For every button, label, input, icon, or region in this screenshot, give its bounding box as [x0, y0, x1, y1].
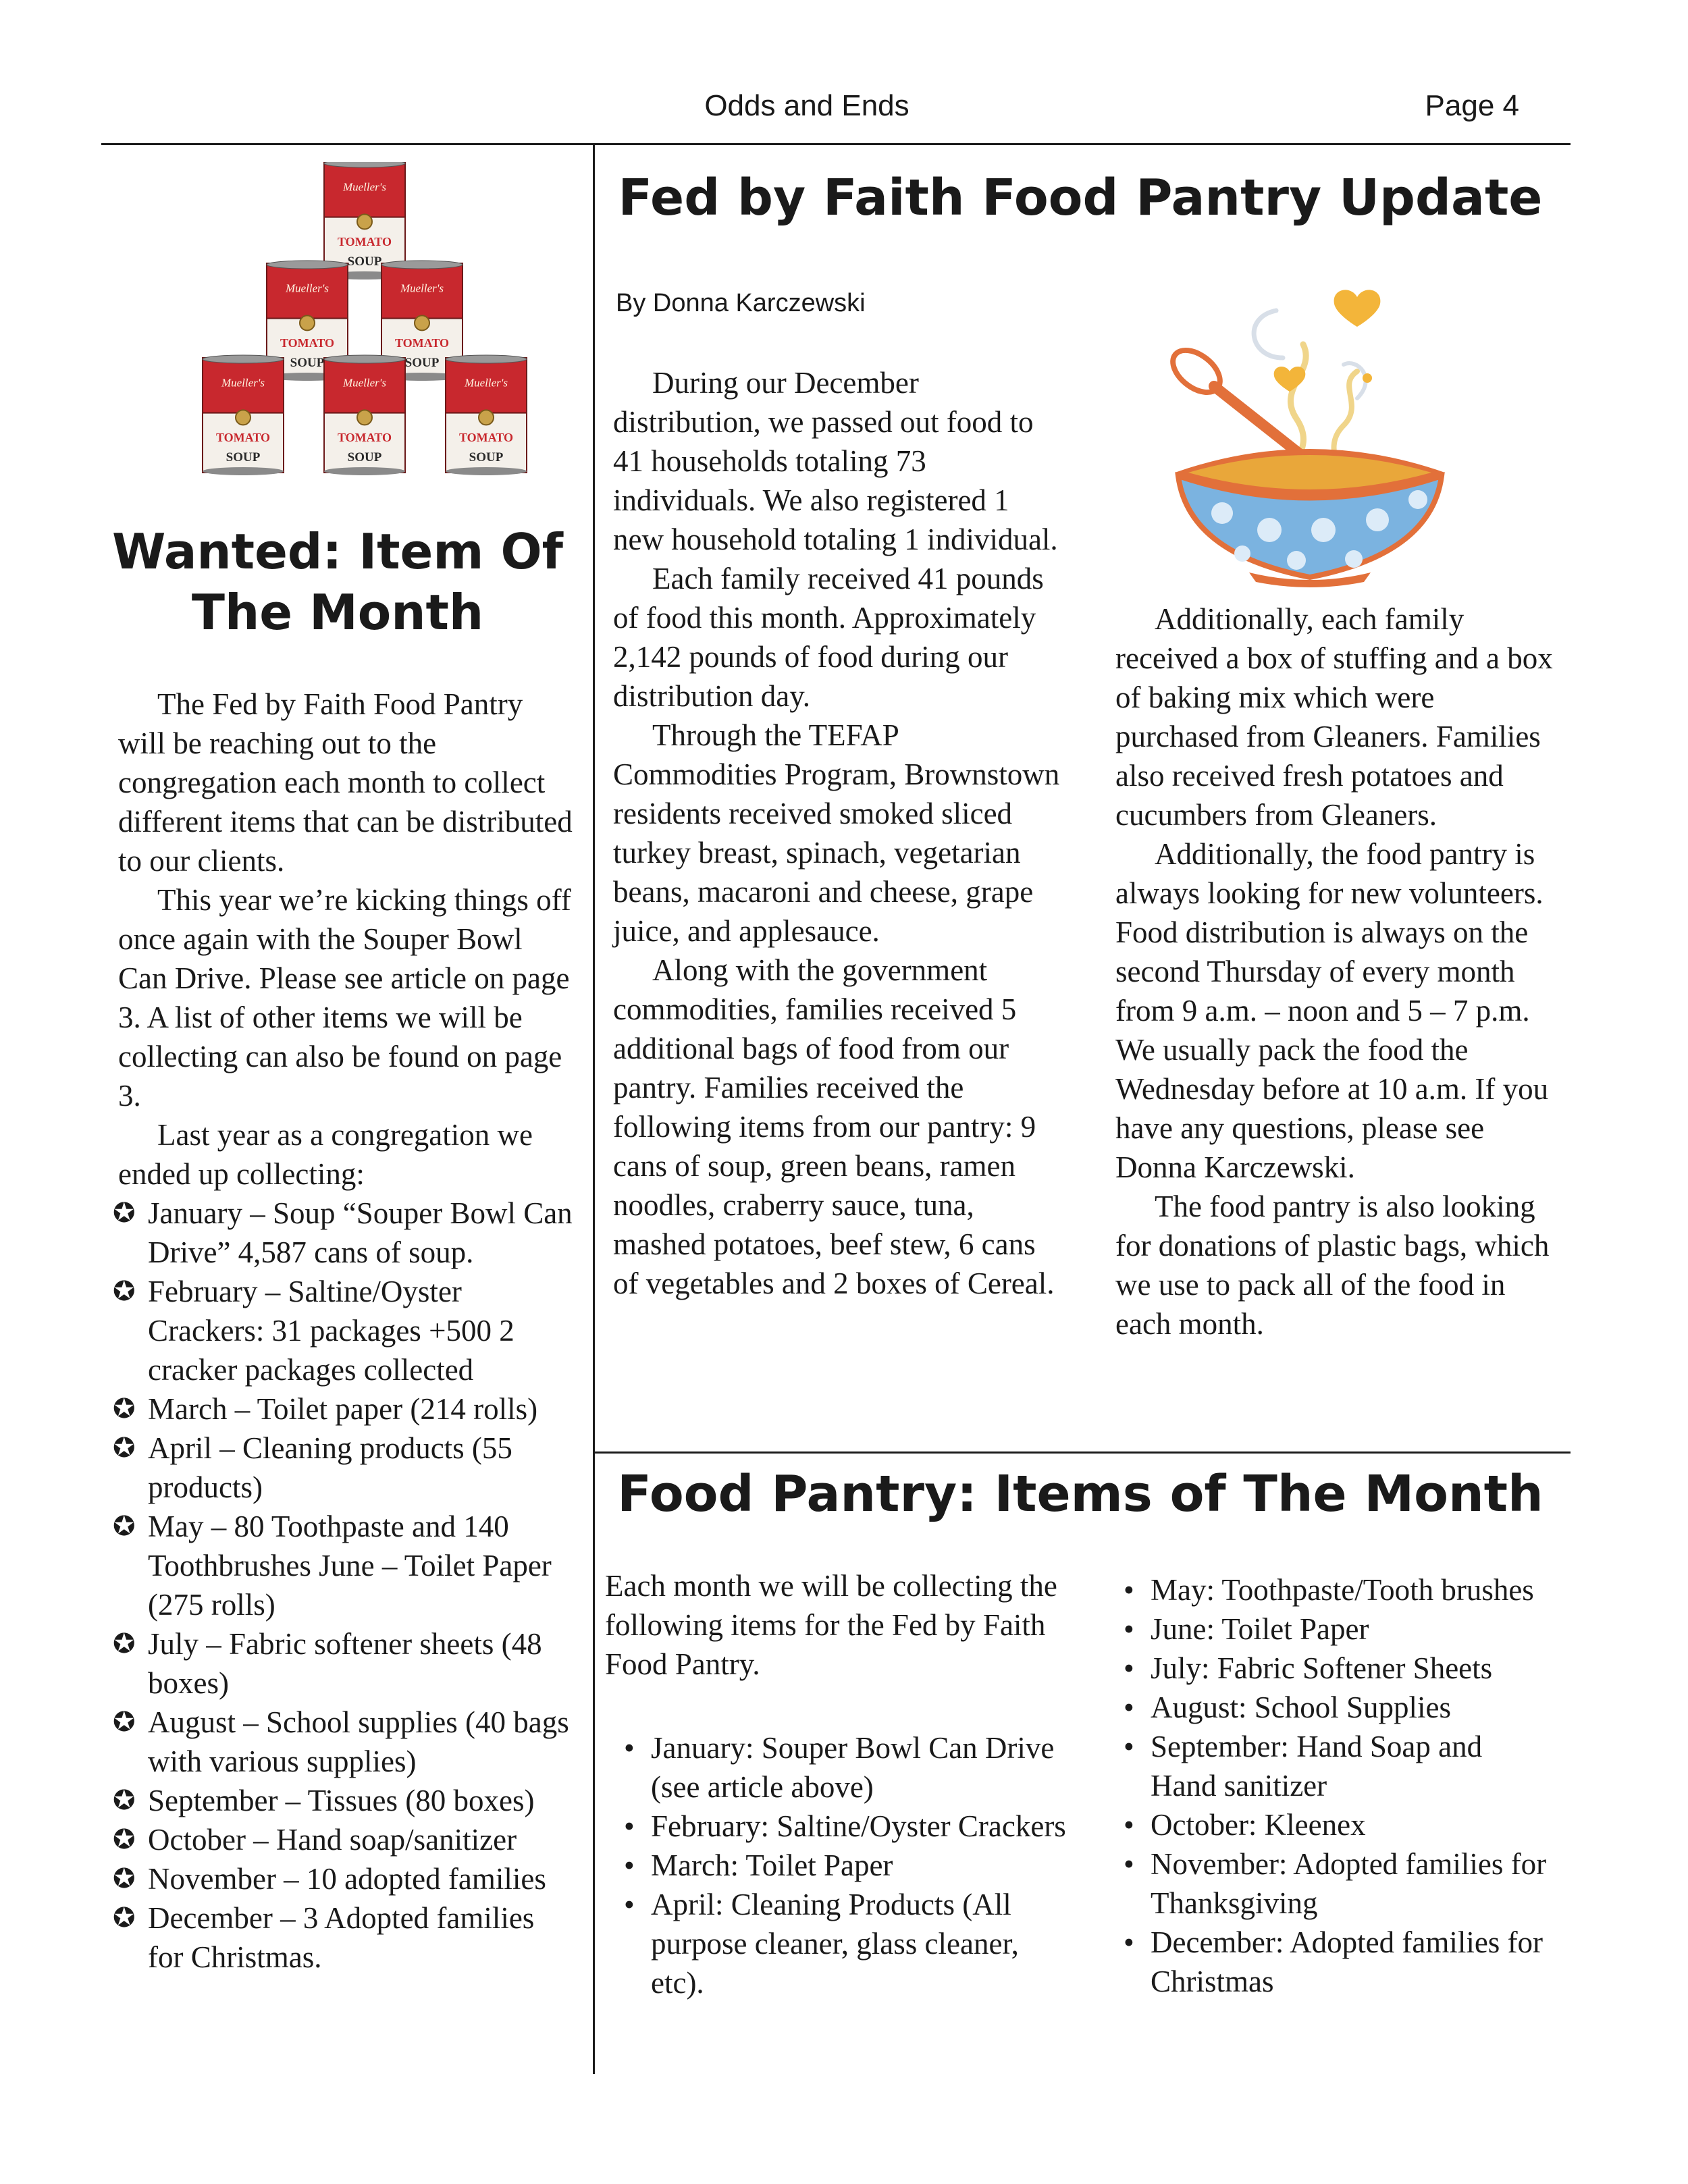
wanted-paragraph: This year we’re kicking things off once again with the Souper Bowl Can Drive. Please see article on page 3. A list of other items we will be collecting can also be found on page 3.	[118, 883, 571, 1113]
bullet-dot-icon: •	[624, 1731, 635, 1765]
svg-text:Mueller's: Mueller's	[464, 376, 508, 390]
soup-bowl-illustration	[1161, 270, 1458, 587]
bowl-polka-dot	[1408, 490, 1427, 509]
star-bullet-icon: ✪	[113, 1785, 136, 1815]
update-paragraph: Each family received 41 pounds of food this month. Approximately 2,142 pounds of food during our distribution day.	[613, 562, 1044, 713]
list-item: • May: Toothpaste/Tooth brushes	[1105, 1570, 1550, 1609]
svg-text:SOUP: SOUP	[404, 356, 440, 370]
star-bullet-icon: ✪	[113, 1276, 136, 1306]
svg-text:Mueller's: Mueller's	[342, 180, 387, 194]
dot-sparkle	[1363, 373, 1372, 383]
header-rule	[101, 143, 1571, 145]
star-bullet-icon: ✪	[113, 1198, 136, 1228]
bullet-dot-icon: •	[624, 1888, 635, 1921]
bowl-polka-dot	[1257, 518, 1282, 542]
list-item: ✪ January – Soup “Souper Bowl Can Drive” 4,587 cans of soup.	[113, 1194, 577, 1272]
list-item: ✪ May – 80 Toothpaste and 140 Toothbrushes June – Toilet Paper (275 rolls)	[113, 1507, 577, 1624]
heart-icon	[1334, 290, 1381, 327]
star-bullet-icon: ✪	[113, 1902, 136, 1933]
star-bullet-icon: ✪	[113, 1628, 136, 1659]
bowl-polka-dot	[1234, 545, 1250, 562]
bowl-polka-dot	[1287, 551, 1306, 570]
bullet-dot-icon: •	[1124, 1573, 1134, 1607]
star-bullet-icon: ✪	[113, 1393, 136, 1424]
list-item: • June: Toilet Paper	[1105, 1609, 1550, 1649]
list-item: ✪ September – Tissues (80 boxes)	[113, 1781, 577, 1820]
heart-icon	[1274, 367, 1306, 392]
update-paragraph: During our December distribution, we passed out food to 41 households totaling 73 individuals. We also registered 1 new household totaling 1 individual.	[613, 366, 1058, 556]
wanted-headline-line2: The Month	[191, 584, 484, 641]
list-item: • February: Saltine/Oyster Crackers	[605, 1807, 1071, 1846]
running-header-title: Odds and Ends	[704, 89, 909, 122]
list-item: • October: Kleenex	[1105, 1805, 1550, 1844]
svg-text:TOMATO: TOMATO	[394, 336, 450, 350]
items-intro: Each month we will be collecting the following items for the Fed by Faith Food Pantry.	[605, 1569, 1057, 1681]
list-item: ✪ March – Toilet paper (214 rolls)	[113, 1389, 577, 1429]
list-item: • April: Cleaning Products (All purpose cleaner, glass cleaner, etc).	[605, 1885, 1071, 2002]
list-item: • December: Adopted families for Christmas	[1105, 1923, 1550, 2001]
update-article-column-2	[1115, 600, 1554, 1343]
bullet-dot-icon: •	[1124, 1612, 1134, 1646]
list-item: • August: School Supplies	[1105, 1688, 1550, 1727]
bowl-polka-dot	[1311, 518, 1336, 542]
soup-bowl-image	[1161, 270, 1458, 587]
list-item: ✪ February – Saltine/Oyster Crackers: 31 packages +500 2 cracker packages collected	[113, 1272, 577, 1389]
list-item: ✪ December – 3 Adopted families for Christmas.	[113, 1898, 577, 1977]
bowl-polka-dot	[1211, 502, 1233, 524]
bullet-dot-icon: •	[1124, 1730, 1134, 1763]
tomato-soup-cans-illustration	[196, 162, 533, 479]
items-of-month-headline: Food Pantry: Items of The Month	[617, 1465, 1544, 1523]
steam-swirl	[1254, 311, 1283, 358]
wanted-paragraph: Last year as a congregation we ended up collecting:	[118, 1118, 533, 1191]
update-paragraph: Through the TEFAP Commodities Program, Brownstown residents received smoked sliced turkey breast, spinach, vegetarian beans, macaroni and cheese, grape juice, and applesauce.	[613, 718, 1060, 948]
star-bullet-icon: ✪	[113, 1824, 136, 1855]
bullet-dot-icon: •	[1124, 1651, 1134, 1685]
star-bullet-icon: ✪	[113, 1707, 136, 1737]
bullet-dot-icon: •	[1124, 1808, 1134, 1842]
list-item: • July: Fabric Softener Sheets	[1105, 1649, 1550, 1688]
list-item: • November: Adopted families for Thanksgiving	[1105, 1844, 1550, 1923]
page-number: Page 4	[1425, 89, 1519, 122]
soup-can	[203, 355, 284, 475]
bullet-dot-icon: •	[624, 1809, 635, 1843]
list-item: • March: Toilet Paper	[605, 1846, 1071, 1885]
wanted-paragraph: The Fed by Faith Food Pantry will be reaching out to the congregation each month to collect different items that can be distributed to our clients.	[118, 687, 573, 878]
update-paragraph: The food pantry is also looking for donations of plastic bags, which we use to pack all of the food in each month.	[1115, 1190, 1550, 1341]
update-paragraph: Additionally, each family received a box of stuffing and a box of baking mix which were purchased from Gleaners. Families also received fresh potatoes and cucumbers from Gleaners.	[1115, 602, 1553, 832]
bowl-polka-dot	[1366, 508, 1389, 531]
items-list-col1	[605, 1728, 1071, 2002]
svg-text:Mueller's: Mueller's	[400, 282, 444, 295]
svg-text:TOMATO: TOMATO	[337, 235, 392, 249]
list-item: ✪ November – 10 adopted families	[113, 1859, 577, 1898]
update-article-column-1	[613, 363, 1065, 1303]
tomato-soup-cans-image	[196, 162, 533, 479]
wanted-article-body	[113, 685, 577, 1977]
bullet-dot-icon: •	[1124, 1925, 1134, 1959]
svg-text:Mueller's: Mueller's	[342, 376, 387, 390]
items-list-col2	[1105, 1570, 1550, 2001]
section-rule	[593, 1451, 1571, 1454]
svg-text:TOMATO: TOMATO	[337, 431, 392, 445]
star-bullet-icon: ✪	[113, 1863, 136, 1894]
soup-can	[446, 355, 527, 475]
svg-text:SOUP: SOUP	[469, 450, 504, 464]
list-item: ✪ April – Cleaning products (55 products)	[113, 1429, 577, 1507]
star-bullet-icon: ✪	[113, 1433, 136, 1463]
svg-text:Mueller's: Mueller's	[285, 282, 329, 295]
bowl-polka-dot	[1345, 550, 1363, 568]
wanted-headline-line1: Wanted: Item Of	[111, 523, 563, 580]
bullet-dot-icon: •	[624, 1848, 635, 1882]
food-pantry-update-headline: Fed by Faith Food Pantry Update	[618, 169, 1543, 227]
soup-can	[324, 355, 405, 475]
last-year-collection-list	[113, 1194, 577, 1977]
svg-text:TOMATO: TOMATO	[458, 431, 514, 445]
svg-text:TOMATO: TOMATO	[280, 336, 335, 350]
svg-text:TOMATO: TOMATO	[215, 431, 271, 445]
bullet-dot-icon: •	[1124, 1847, 1134, 1881]
svg-text:SOUP: SOUP	[347, 255, 382, 269]
list-item: ✪ October – Hand soap/sanitizer	[113, 1820, 577, 1859]
svg-text:SOUP: SOUP	[347, 450, 382, 464]
update-paragraph: Along with the government commodities, families received 5 additional bags of food from our pantry. Families received the following items from our pantry: 9 cans of soup, green beans, ramen noodles, craberry sauce, tuna, mashed potatoes, beef stew, 6 cans of vegetables and 2 boxes of Cereal.	[613, 953, 1055, 1300]
bullet-dot-icon: •	[1124, 1690, 1134, 1724]
list-item: ✪ July – Fabric softener sheets (48 boxes)	[113, 1624, 577, 1703]
column-divider	[593, 143, 595, 2074]
svg-text:SOUP: SOUP	[290, 356, 325, 370]
update-paragraph: Additionally, the food pantry is always looking for new volunteers. Food distribution is always on the second Thursday of every month from 9 a.m. – noon and 5 – 7 p.m. We usually pack the food the Wednesday before at 10 a.m. If you have any questions, please see Donna Karczewski.	[1115, 837, 1549, 1184]
list-item: • September: Hand Soap and Hand sanitizer	[1105, 1727, 1550, 1805]
list-item: • January: Souper Bowl Can Drive (see article above)	[605, 1728, 1071, 1807]
star-bullet-icon: ✪	[113, 1511, 136, 1541]
svg-text:Mueller's: Mueller's	[221, 376, 265, 390]
wanted-headline	[101, 521, 574, 643]
svg-text:SOUP: SOUP	[226, 450, 261, 464]
byline: By Donna Karczewski	[616, 289, 866, 317]
list-item: ✪ August – School supplies (40 bags with various supplies)	[113, 1703, 577, 1781]
